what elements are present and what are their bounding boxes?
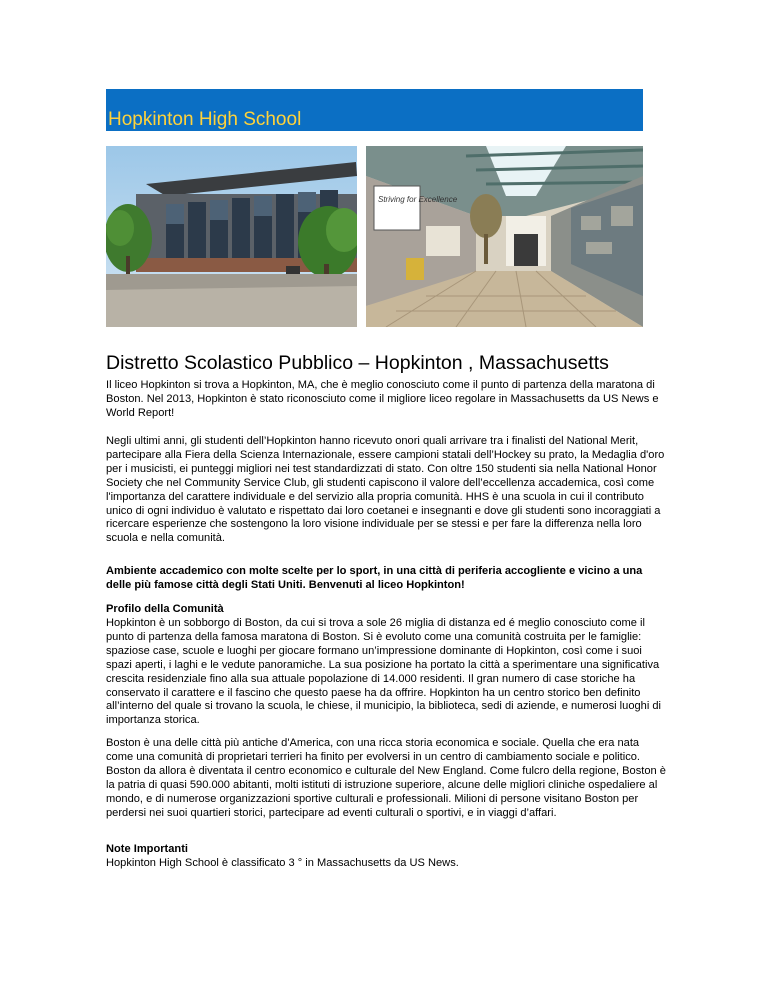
boston-paragraph: Boston è una delle città più antiche d'America, con una ricca storia economica e sociale. Quella che era nata come una comunità di proprietari terrieri ha finito per evolversi in un centro di cambiamento sociale e politico. Boston da allora è diventata il centro economico e culturale del New England. Come fulcro della regione, Boston è la patria di quasi 590.000 abitanti, molti istituti di istruzione superiore, alcune delle migliori cliniche ospedaliere al mondo, e di numerose organizzazioni sportive culturali e professionali. Milioni di persone visitano Boston per perdersi nei suoi quartieri storici, partecipare ad eventi culturali o sportivi, e in viaggi d’affari. xyxy=(106,737,666,819)
school-exterior-photo xyxy=(106,146,357,327)
notes-paragraph: Hopkinton High School è classificato 3 ° in Massachusetts da US News. xyxy=(106,857,459,869)
school-hallway-photo xyxy=(366,146,643,327)
hallway-banner-text: Striving for Excellence xyxy=(378,195,458,204)
achievements-paragraph: Negli ultimi anni, gli studenti dell’Hopkinton hanno ricevuto onori quali arrivare tra i finalisti del National Merit, partecipare alla Fiera della Scienza Internazionale, essere campioni statali dell’Hockey su prato, la Medaglia d'oro per i musicisti, ei punteggi migliori nei test standardizzati di stato. Con oltre 150 studenti sia nella National Honor Society che nel Community Service Club, gli studenti capiscono il valore dell’eccellenza accademica, così come l'importanza del carattere individuale e del servizio alla propria comunità. HHS è una scuola in cui il contributo unico di ogni individuo è valutato e rispettato dai loro coetanei e insegnanti e dove gli studenti sono incoraggiati a ricercare esperienze che sostengono la loro visione individuale per se stessi e per fare la differenza nella loro scuola e nella comunità. xyxy=(106,435,665,545)
intro-paragraph: Il liceo Hopkinton si trova a Hopkinton, MA, che è meglio conosciuto come il punto di partenza della maratona di Boston. Nel 2013, Hopkinton è stato riconosciuto come il migliore liceo regolare in Massachusetts da US News e World Report! xyxy=(106,379,659,419)
welcome-paragraph: Ambiente accademico con molte scelte per lo sport, in una città di periferia accogliente e vicino a una delle più famose città degli Stati Uniti. Benvenuti al liceo Hopkinton! xyxy=(106,565,643,591)
district-heading: Distretto Scolastico Pubblico – Hopkinton , Massachusetts xyxy=(106,352,609,374)
page-title: Hopkinton High School xyxy=(108,109,302,130)
title-banner xyxy=(106,89,643,131)
community-profile-heading: Profilo della Comunità xyxy=(106,603,224,615)
community-profile-paragraph: Hopkinton è un sobborgo di Boston, da cui si trova a sole 26 miglia di distanza ed é meglio conosciuto come il punto di partenza della famosa maratona di Boston. Si è evoluto come una comunità costruita per le famiglie: spaziose case, scuole e luoghi per giocare formano un’impressione dominante di Hopkinton, così come i suoi spazi aperti, i laghi e le vedute panoramiche. La sua posizione ha portato la città a sperimentare una significativa crescita residenziale fino alla sua attuale popolazione di 14.000 residenti. Il gran numero di case storiche ha conservato il carattere e il fascino che questo paese ha da offrire. Hopkinton ha un centro storico ben definito all’interno del quale si trovano la scuola, le chiese, il municipio, la biblioteca, sedi di aziende, e numerosi luoghi di importanza storica. xyxy=(106,617,662,727)
notes-heading: Note Importanti xyxy=(106,843,188,855)
